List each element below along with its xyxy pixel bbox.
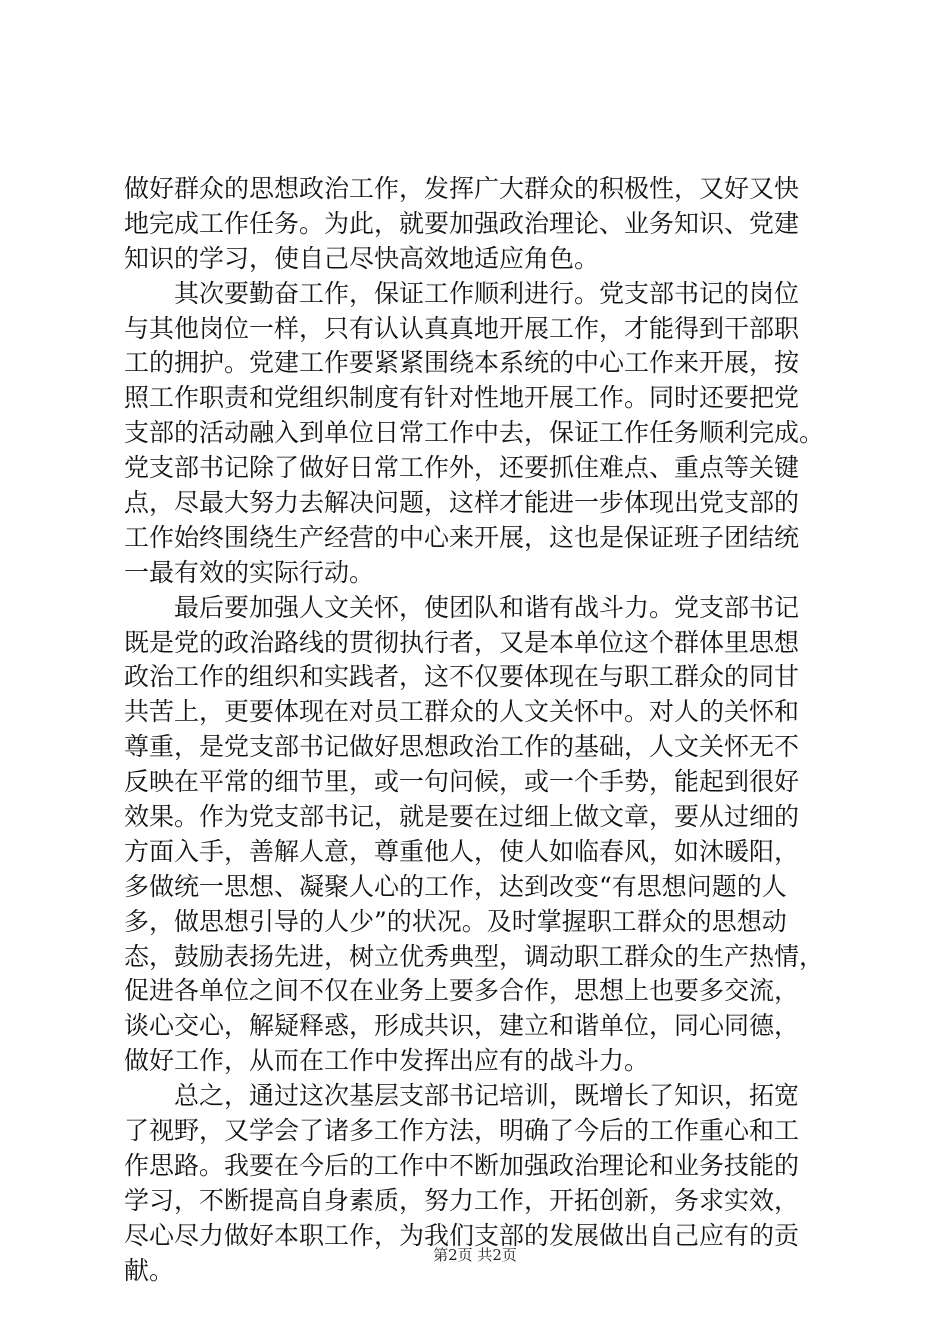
text-line: 做好工作，从而在工作中发挥出应有的战斗力。: [124, 1046, 650, 1076]
text-line: 尽心尽力做好本职工作，为我们支部的发展做出自己应有的贡: [124, 1220, 800, 1250]
text-line: 促进各单位之间不仅在业务上要多合作，思想上也要多交流，: [124, 976, 800, 1006]
text-line: 工的拥护。党建工作要紧紧围绕本系统的中心工作来开展，按: [124, 348, 800, 378]
text-line: 与其他岗位一样，只有认认真真地开展工作，才能得到干部职: [124, 313, 800, 343]
text-line: 总之，通过这次基层支部书记培训，既增长了知识，拓宽: [124, 1081, 800, 1111]
body-text: [124, 172, 836, 1289]
text-line: 了视野，又学会了诸多工作方法，明确了今后的工作重心和工: [124, 1116, 800, 1146]
text-line: 既是党的政治路线的贯彻执行者，又是本单位这个群体里思想: [124, 627, 800, 657]
text-line: 献。: [124, 1255, 175, 1285]
text-line: 作思路。我要在今后的工作中不断加强政治理论和业务技能的: [124, 1150, 800, 1180]
text-line: 共苦上，更要体现在对员工群众的人文关怀中。对人的关怀和: [124, 697, 800, 727]
text-line: 谈心交心，解疑释惑，形成共识，建立和谐单位，同心同德，: [124, 1011, 800, 1041]
text-line: 其次要勤奋工作，保证工作顺利进行。党支部书记的岗位: [124, 278, 800, 308]
text-line: 多，做思想引导的人少”的状况。及时掌握职工群众的思想动: [124, 906, 787, 936]
text-line: 支部的活动融入到单位日常工作中去，保证工作任务顺利完成。: [124, 418, 825, 448]
text-line: 反映在平常的细节里，或一句问候，或一个手势，能起到很好: [124, 767, 800, 797]
text-line: 尊重，是党支部书记做好思想政治工作的基础，人文关怀无不: [124, 732, 800, 762]
text-line: 最后要加强人文关怀，使团队和谐有战斗力。党支部书记: [124, 592, 800, 622]
text-line: 政治工作的组织和实践者，这不仅要体现在与职工群众的同甘: [124, 662, 800, 692]
text-line: 做好群众的思想政治工作，发挥广大群众的积极性，又好又快: [124, 174, 800, 203]
text-line: 方面入手，善解人意，尊重他人，使人如临春风，如沐暖阳，: [124, 836, 800, 866]
text-line: 工作始终围绕生产经营的中心来开展，这也是保证班子团结统: [124, 522, 800, 552]
page-footer: 第2页 共2页: [433, 1246, 517, 1264]
text-line: 知识的学习，使自己尽快高效地适应角色。: [124, 243, 600, 273]
text-line: 党支部书记除了做好日常工作外，还要抓住难点、重点等关键: [124, 453, 800, 483]
text-line: 效果。作为党支部书记，就是要在过细上做文章，要从过细的: [124, 802, 800, 832]
text-line: 地完成工作任务。为此，就要加强政治理论、业务知识、党建: [124, 208, 800, 238]
text-line: 一最有效的实际行动。: [124, 557, 375, 587]
text-line: 点，尽最大努力去解决问题，这样才能进一步体现出党支部的: [124, 488, 800, 518]
text-line: 学习，不断提高自身素质，努力工作，开拓创新，务求实效，: [124, 1185, 800, 1215]
text-line: 照工作职责和党组织制度有针对性地开展工作。同时还要把党: [124, 383, 800, 413]
text-line: 多做统一思想、凝聚人心的工作，达到改变“有思想问题的人: [124, 871, 787, 901]
text-line: 态，鼓励表扬先进，树立优秀典型，调动职工群众的生产热情，: [124, 941, 825, 971]
